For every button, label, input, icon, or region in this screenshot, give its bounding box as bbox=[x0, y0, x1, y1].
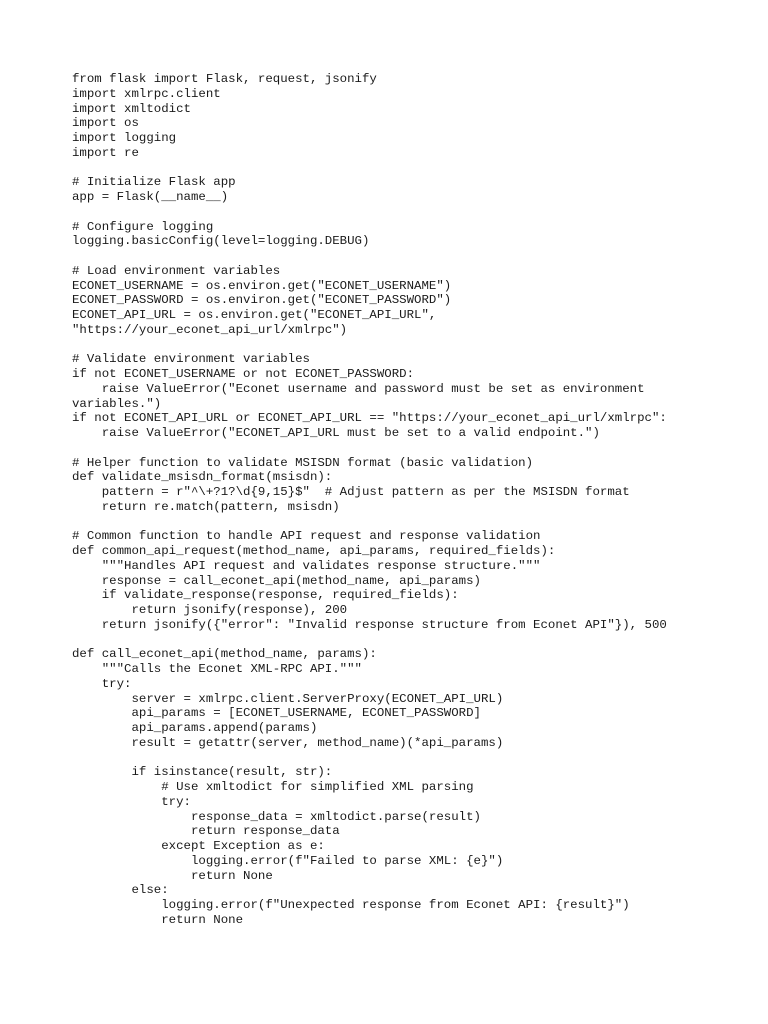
code-line: if validate_response(response, required_fields): bbox=[72, 588, 459, 603]
code-line: import xmltodict bbox=[72, 101, 191, 116]
code-line: if not ECONET_API_URL or ECONET_API_URL == "https://your_econet_api_url/xmlrpc": bbox=[72, 411, 667, 426]
code-line: try: bbox=[72, 676, 132, 691]
code-line bbox=[72, 515, 722, 530]
code-line: return re.match(pattern, msisdn) bbox=[72, 499, 340, 514]
code-line: api_params = [ECONET_USERNAME, ECONET_PASSWORD] bbox=[72, 706, 481, 721]
code-line: app = Flask(__name__) bbox=[72, 190, 229, 204]
code-line: except Exception as e: bbox=[72, 839, 325, 853]
code-line: ECONET_USERNAME = os.environ.get("ECONET_USERNAME") bbox=[72, 278, 452, 293]
code-line: ECONET_PASSWORD = os.environ.get("ECONET_PASSWORD") bbox=[72, 293, 452, 308]
code-line: """Calls the Econet XML-RPC API.""" bbox=[72, 662, 362, 676]
code-line: "https://your_econet_api_url/xmlrpc") bbox=[72, 322, 348, 337]
code-line: return jsonify({"error": "Invalid response structure from Econet API"}), 500 bbox=[72, 617, 667, 632]
code-line: import xmlrpc.client bbox=[72, 86, 221, 101]
code-line: # Load environment variables bbox=[72, 263, 281, 278]
code-line: else: bbox=[72, 883, 169, 898]
code-line: # Configure logging bbox=[72, 219, 214, 234]
code-line: # Common function to handle API request and response validation bbox=[72, 529, 541, 544]
code-line: response = call_econet_api(method_name, api_params) bbox=[72, 573, 481, 588]
code-line: return None bbox=[72, 868, 273, 883]
code-line: return jsonify(response), 200 bbox=[72, 603, 348, 617]
code-line: def call_econet_api(method_name, params): bbox=[72, 647, 377, 662]
code-line: return None bbox=[72, 912, 244, 927]
code-line bbox=[72, 751, 722, 766]
code-line bbox=[72, 249, 722, 264]
code-line: def common_api_request(method_name, api_params, required_fields): bbox=[72, 544, 556, 558]
code-line: # Validate environment variables bbox=[72, 352, 310, 367]
code-line: import logging bbox=[72, 131, 177, 145]
code-line: def validate_msisdn_format(msisdn): bbox=[72, 470, 333, 485]
code-line bbox=[72, 441, 722, 456]
code-line bbox=[72, 633, 722, 648]
code-line: try: bbox=[72, 794, 191, 809]
code-line: variables.") bbox=[72, 396, 162, 411]
code-line bbox=[72, 161, 722, 176]
code-line: server = xmlrpc.client.ServerProxy(ECONET_API_URL) bbox=[72, 691, 504, 706]
code-line: pattern = r"^\+?1?\d{9,15}$" # Adjust pattern as per the MSISDN format bbox=[72, 485, 630, 499]
code-line: logging.error(f"Failed to parse XML: {e}") bbox=[72, 853, 504, 868]
code-line: response_data = xmltodict.parse(result) bbox=[72, 809, 481, 824]
code-line: logging.error(f"Unexpected response from Econet API: {result}") bbox=[72, 898, 630, 912]
code-line: # Helper function to validate MSISDN format (basic validation) bbox=[72, 455, 534, 470]
code-line bbox=[72, 338, 722, 353]
code-line: """Handles API request and validates response structure.""" bbox=[72, 558, 541, 573]
code-line: from flask import Flask, request, jsonify bbox=[72, 72, 377, 86]
code-line: # Initialize Flask app bbox=[72, 175, 236, 190]
code-line: import os bbox=[72, 116, 139, 131]
code-line bbox=[72, 205, 722, 220]
code-line: result = getattr(server, method_name)(*api_params) bbox=[72, 735, 504, 750]
code-line: if isinstance(result, str): bbox=[72, 765, 333, 780]
code-line: raise ValueError("Econet username and password must be set as environment bbox=[72, 381, 645, 396]
code-line: # Use xmltodict for simplified XML parsing bbox=[72, 780, 474, 794]
code-line: raise ValueError("ECONET_API_URL must be set to a valid endpoint.") bbox=[72, 426, 600, 440]
code-line: logging.basicConfig(level=logging.DEBUG) bbox=[72, 234, 370, 249]
code-line: import re bbox=[72, 145, 139, 160]
code-line: api_params.append(params) bbox=[72, 721, 318, 735]
code-block bbox=[72, 72, 722, 928]
code-line: ECONET_API_URL = os.environ.get("ECONET_API_URL", bbox=[72, 308, 437, 322]
code-line: if not ECONET_USERNAME or not ECONET_PASSWORD: bbox=[72, 367, 415, 381]
code-line: return response_data bbox=[72, 824, 340, 839]
